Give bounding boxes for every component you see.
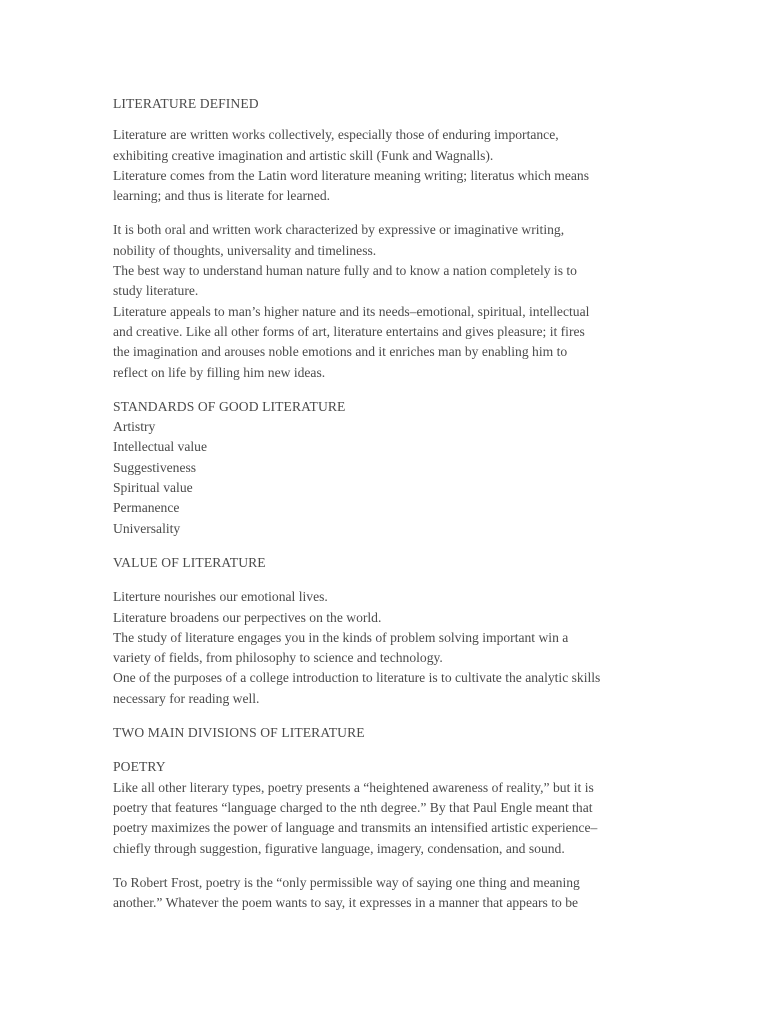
paragraph-definition xyxy=(113,125,653,206)
heading-standards: STANDARDS OF GOOD LITERATURE xyxy=(113,398,346,414)
text-line: reflect on life by filling him new ideas. xyxy=(113,364,326,380)
paragraph-poetry xyxy=(113,778,653,859)
list-item: Artistry xyxy=(113,419,156,435)
text-line: another.” Whatever the poem wants to say, it expresses in a manner that appears to be xyxy=(113,895,579,911)
paragraph-frost xyxy=(113,873,653,914)
text-line: variety of fields, from philosophy to science and technology. xyxy=(113,650,443,666)
text-line: It is both oral and written work characterized by expressive or imaginative writing, xyxy=(113,222,565,238)
list-item: Intellectual value xyxy=(113,439,207,455)
text-line: poetry that features “language charged to the nth degree.” By that Paul Engle meant that xyxy=(113,799,593,815)
heading-poetry: POETRY xyxy=(113,759,166,775)
standards-list xyxy=(113,417,653,539)
text-line: Literature broadens our perpectives on the world. xyxy=(113,609,382,625)
list-item: Permanence xyxy=(113,500,180,516)
text-line: Literature comes from the Latin word literature meaning writing; literatus which means xyxy=(113,167,590,183)
text-line: One of the purposes of a college introduction to literature is to cultivate the analytic skills xyxy=(113,670,601,686)
heading-divisions: TWO MAIN DIVISIONS OF LITERATURE xyxy=(113,725,365,741)
text-line: nobility of thoughts, universality and timeliness. xyxy=(113,242,377,258)
text-line: necessary for reading well. xyxy=(113,690,260,706)
text-line: Literature appeals to man’s higher nature and its needs–emotional, spiritual, intellectual xyxy=(113,303,590,319)
text-line: study literature. xyxy=(113,283,199,299)
text-line: The study of literature engages you in the kinds of problem solving important win a xyxy=(113,629,569,645)
heading-value: VALUE OF LITERATURE xyxy=(113,554,266,570)
list-item: Spiritual value xyxy=(113,480,193,496)
heading-literature-defined: LITERATURE DEFINED xyxy=(113,96,259,111)
text-line: The best way to understand human nature fully and to know a nation completely is to xyxy=(113,263,577,279)
text-line: Literature are written works collectively, especially those of enduring importance, xyxy=(113,127,559,143)
text-line: chiefly through suggestion, figurative language, imagery, condensation, and sound. xyxy=(113,840,565,856)
paragraph-value xyxy=(113,587,653,709)
text-line: and creative. Like all other forms of art, literature entertains and gives pleasure; it fires xyxy=(113,323,585,339)
list-item: Suggestiveness xyxy=(113,459,197,475)
text-line: exhibiting creative imagination and artistic skill (Funk and Wagnalls). xyxy=(113,147,494,163)
text-line: Literture nourishes our emotional lives. xyxy=(113,589,328,605)
text-line: poetry maximizes the power of language and transmits an intensified artistic experience– xyxy=(113,820,598,836)
paragraph-characteristics xyxy=(113,220,653,382)
text-line: learning; and thus is literate for learned. xyxy=(113,188,331,204)
document-page xyxy=(113,94,653,913)
text-line: Like all other literary types, poetry presents a “heightened awareness of reality,” but it is xyxy=(113,779,594,795)
text-line: the imagination and arouses noble emotions and it enriches man by enabling him to xyxy=(113,344,568,360)
text-line: To Robert Frost, poetry is the “only permissible way of saying one thing and meaning xyxy=(113,874,580,890)
list-item: Universality xyxy=(113,520,181,536)
